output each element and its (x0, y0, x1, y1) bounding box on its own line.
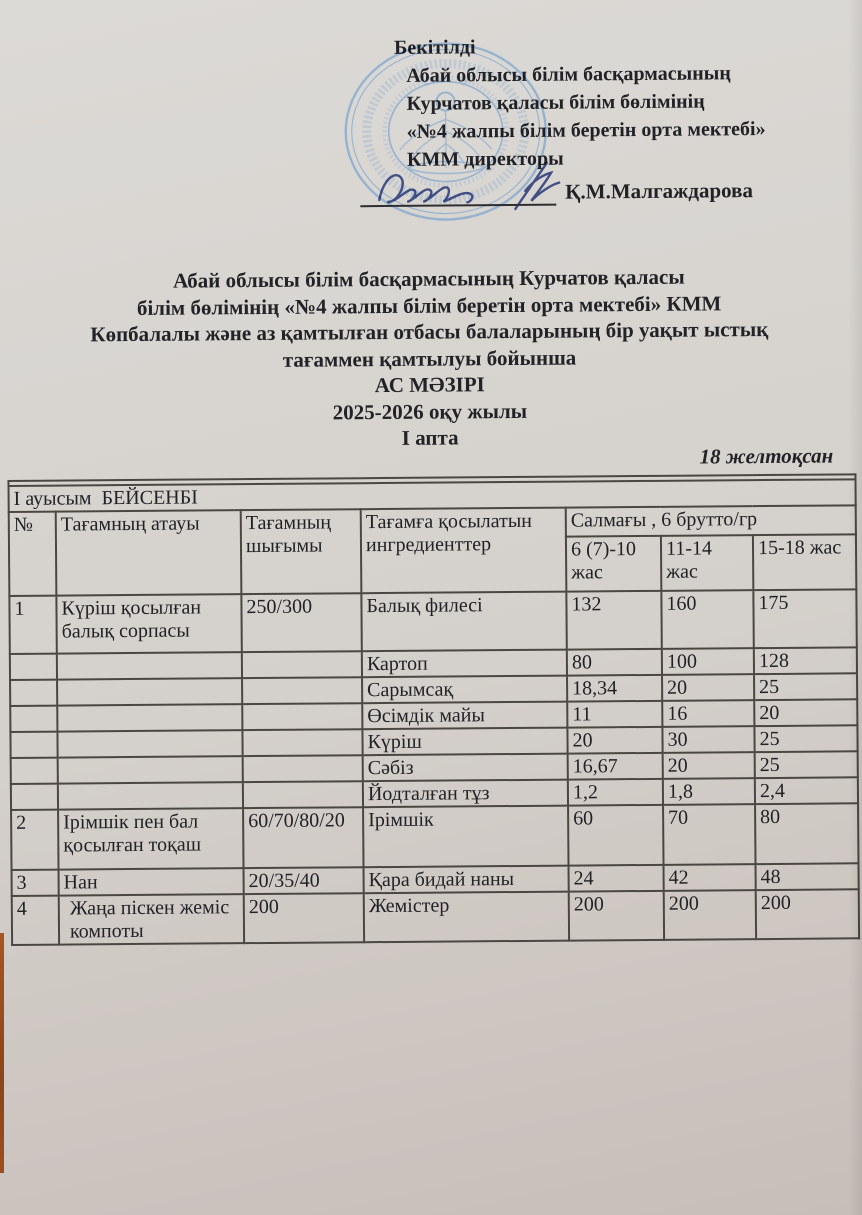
cell-v1: 200 (569, 891, 664, 941)
col-header-num: № (9, 512, 57, 596)
menu-table (7, 473, 860, 946)
cell-output: 20/35/40 (244, 867, 364, 894)
cell-output: 60/70/80/20 (243, 807, 363, 868)
cell-v3: 200 (756, 889, 859, 939)
cell-v3: 25 (755, 751, 858, 778)
cell-num (10, 706, 57, 732)
cell-v2: 20 (663, 752, 755, 779)
cell-v1: 80 (567, 649, 662, 676)
cell-v3: 25 (754, 725, 857, 752)
table-row (9, 589, 856, 654)
approval-line: КММ директоры (406, 147, 564, 171)
cell-v1: 16,67 (568, 753, 663, 780)
cell-v3: 128 (754, 647, 857, 674)
school-year: 2025-2026 оқу жылы (332, 398, 528, 424)
cell-v2: 42 (664, 864, 756, 891)
approval-line: Бекітілді (393, 36, 476, 59)
cell-v2: 160 (661, 590, 753, 649)
cell-ingredient: Жемістер (364, 892, 569, 943)
cell-num: 1 (9, 596, 56, 654)
cell-v2: 16 (662, 700, 754, 727)
col-header-weight-group: Салмағы , 6 брутто/гр (566, 505, 856, 536)
cell-v3: 48 (756, 863, 859, 890)
cell-v3: 80 (755, 803, 858, 864)
table-row (12, 889, 859, 945)
approval-line: «№4 жалпы білім беретін орта мектебі» (406, 118, 766, 143)
cell-num (11, 784, 58, 810)
cell-ingredient: Балық филесі (361, 592, 566, 652)
cell-output (242, 729, 362, 756)
cell-num: 3 (12, 870, 59, 896)
cell-num (10, 680, 57, 706)
col-header-age1: 6 (7)-10 жас (566, 536, 661, 592)
document-title-block (0, 262, 861, 454)
col-header-age2: 11-14 жас (661, 535, 753, 591)
cell-num: 4 (12, 896, 59, 945)
signatory-name: Қ.М.Малгаждарова (565, 178, 754, 204)
col-header-dish-name: Тағамның атауы (56, 510, 242, 595)
cell-v1: 60 (568, 805, 663, 866)
cell-ingredient: Сарымсақ (362, 676, 567, 704)
cell-dish (58, 756, 243, 783)
cell-v1: 18,34 (567, 675, 662, 702)
cell-ingredient: Күріш (362, 728, 567, 756)
cell-output (243, 781, 363, 808)
cell-dish (57, 704, 242, 731)
cell-output (242, 703, 362, 730)
title-line: тағаммен қамтылуы бойынша (282, 345, 577, 372)
cell-dish (57, 652, 242, 679)
cell-ingredient: Картоп (362, 650, 567, 678)
cell-dish (57, 678, 242, 705)
cell-ingredient: Қара бидай наны (364, 866, 569, 894)
cell-output (243, 755, 363, 782)
cell-output: 250/300 (241, 593, 361, 652)
title-line: Абай облысы білім басқармасының Курчатов қаласы (172, 264, 685, 293)
menu-table-body (9, 589, 859, 945)
cell-v3: 25 (754, 673, 857, 700)
cell-output: 200 (244, 893, 364, 943)
cell-ingredient: Сәбіз (363, 754, 568, 782)
cell-num (10, 732, 57, 758)
shift-day-header: І ауысым БЕЙСЕНБІ (9, 479, 856, 512)
cell-dish: Жаңа піскен жеміс компоты (59, 894, 244, 944)
title-line: Көпбалалы және аз қамтылған отбасы балаларының бір уақыт ыстық (90, 317, 769, 347)
cell-dish: Күріш қосылған балық сорпасы (56, 594, 241, 653)
cell-v2: 100 (662, 648, 754, 675)
menu-date: 18 желтоқсан (699, 443, 834, 469)
cell-dish (57, 730, 242, 757)
cell-dish: Ірімшік пен бал қосылған тоқаш (58, 808, 243, 869)
col-header-dish-output: Тағамның шығымы (241, 509, 362, 594)
cell-v3: 20 (754, 699, 857, 726)
cell-ingredient: Ірімшік (363, 806, 568, 868)
cell-v2: 200 (664, 890, 756, 940)
cell-v2: 70 (663, 804, 755, 865)
page-title: АС МӘЗІРІ (374, 372, 485, 398)
cell-v1: 20 (567, 727, 662, 754)
cell-v1: 24 (569, 865, 664, 892)
cell-v1: 11 (567, 701, 662, 728)
cell-v3: 175 (753, 589, 856, 648)
approval-line: Курчатов қаласы білім бөлімінің (406, 90, 705, 115)
cell-v2: 30 (662, 726, 754, 753)
approval-line: Абай облысы білім басқармасының (406, 62, 731, 87)
cell-dish (58, 782, 243, 809)
title-line: білім бөлімінің «№4 жалпы білім беретін орта мектебі» КММ (136, 290, 722, 320)
signature-scribble-icon (365, 156, 595, 220)
cell-v1: 132 (566, 591, 661, 650)
cell-output (242, 651, 362, 678)
week-label: І апта (401, 425, 459, 450)
cell-v2: 20 (662, 674, 754, 701)
cell-ingredient: Йодталған тұз (363, 780, 568, 808)
cell-v3: 2,4 (755, 777, 858, 804)
cell-num (10, 654, 57, 680)
cell-ingredient: Өсімдік майы (362, 702, 567, 730)
col-header-ingredients: Тағамға қосылатын ингредиенттер (361, 508, 567, 594)
cell-num (11, 758, 58, 784)
cell-v1: 1,2 (568, 779, 663, 806)
cell-dish: Нан (59, 868, 244, 895)
cell-num: 2 (11, 810, 58, 870)
table-row (11, 803, 858, 870)
cell-output (242, 677, 362, 704)
col-header-age3: 15-18 жас (753, 534, 856, 590)
cell-v2: 1,8 (663, 778, 755, 805)
